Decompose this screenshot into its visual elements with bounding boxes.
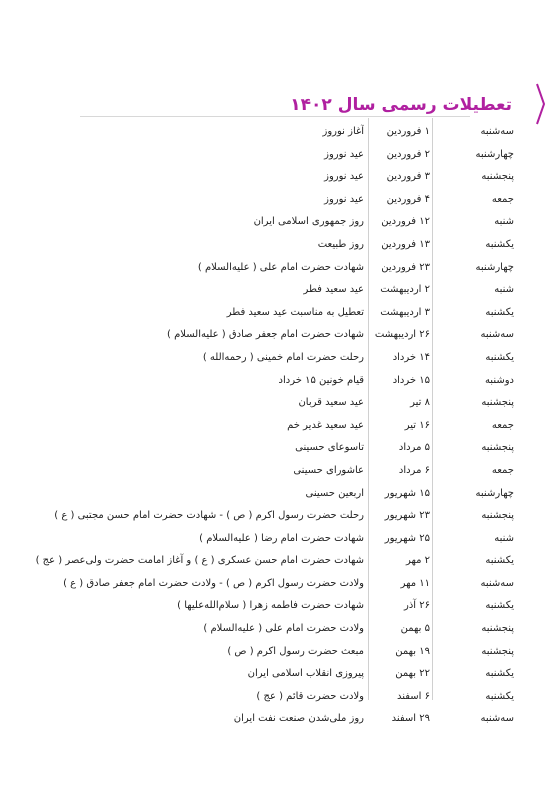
holiday-row [0, 392, 550, 415]
holiday-day: شنبه [494, 284, 514, 296]
holiday-date: ۲۳ شهریور [384, 510, 430, 522]
holiday-date: ۸ تیر [410, 397, 430, 409]
holiday-day: چهارشنبه [475, 148, 514, 160]
holiday-event: آغاز نوروز [322, 126, 364, 137]
holiday-event: تاسوعای حسینی [295, 442, 364, 454]
holiday-event: عید سعید غدیر خم [287, 419, 364, 431]
holiday-date: ۲۶ آذر [404, 600, 430, 612]
holiday-date: ۱۱ مهر [400, 577, 430, 589]
holiday-day: سه‌شنبه [480, 329, 514, 341]
holiday-day: پنجشنبه [481, 623, 514, 635]
holiday-date: ۱۲ فروردین [381, 216, 430, 228]
holiday-event: ولادت حضرت قائم ( عج ) [256, 690, 364, 702]
holiday-event: شهادت حضرت امام جعفر صادق ( علیه‌السلام ) [166, 329, 364, 341]
holiday-event: روز طبیعت [317, 238, 364, 250]
holiday-date: ۲۹ اسفند [391, 713, 430, 725]
holiday-date: ۲ فروردین [386, 148, 430, 160]
holiday-row [0, 211, 550, 234]
holiday-row [0, 618, 550, 641]
holiday-day: سه‌شنبه [480, 126, 514, 137]
holiday-row [0, 144, 550, 167]
holiday-event: پیروزی انقلاب اسلامی ایران [247, 668, 364, 680]
holiday-date: ۲ اردیبهشت [380, 284, 430, 296]
holiday-event: رحلت حضرت رسول اکرم ( ص ) - شهادت حضرت امام حسن مجتبی ( ع ) [54, 510, 364, 522]
holiday-row [0, 663, 550, 686]
holiday-event: عاشورای حسینی [293, 464, 364, 476]
holiday-day: پنجشنبه [481, 510, 514, 522]
holiday-row [0, 324, 550, 347]
holiday-day: یکشنبه [485, 306, 514, 318]
holiday-event: ولادت حضرت امام علی ( علیه‌السلام ) [203, 623, 364, 635]
holiday-row [0, 460, 550, 483]
holiday-event: ولادت حضرت رسول اکرم ( ص ) - ولادت حضرت امام جعفر صادق ( ع ) [63, 577, 364, 589]
holiday-event: رحلت حضرت امام خمینی ( رحمه‌الله ) [202, 351, 364, 363]
holiday-row [0, 595, 550, 618]
holiday-event: شهادت حضرت امام رضا ( علیه‌السلام ) [199, 532, 364, 544]
holiday-event: شهادت حضرت امام حسن عسکری ( ع ) و آغاز امامت حضرت ولی‌عصر ( عج ) [35, 555, 364, 567]
holiday-date: ۲ مهر [405, 555, 430, 567]
holiday-event: شهادت حضرت فاطمه زهرا ( سلام‌الله‌علیها ) [177, 600, 364, 612]
holiday-row [0, 505, 550, 528]
holiday-row [0, 573, 550, 596]
holiday-date: ۲۵ شهریور [384, 532, 430, 544]
holiday-date: ۴ فروردین [386, 193, 430, 205]
holiday-date: ۶ مرداد [398, 464, 430, 476]
holiday-row [0, 257, 550, 280]
holiday-event: اربعین حسینی [305, 487, 364, 499]
holiday-row [0, 189, 550, 212]
holiday-event: عید نوروز [324, 171, 364, 183]
title-divider [80, 116, 470, 117]
holiday-date: ۲۶ اردیبهشت [374, 329, 430, 341]
holiday-day: شنبه [494, 532, 514, 544]
holiday-day: پنجشنبه [481, 442, 514, 454]
holiday-list [0, 121, 550, 731]
holiday-row [0, 437, 550, 460]
holiday-event: عید سعید قربان [298, 397, 364, 409]
holiday-event: قیام خونین ۱۵ خرداد [278, 374, 364, 386]
holiday-day: یکشنبه [485, 668, 514, 680]
title-chevron-marker [534, 82, 548, 126]
holiday-day: یکشنبه [485, 238, 514, 250]
holiday-day: شنبه [494, 216, 514, 228]
holiday-event: عید نوروز [324, 148, 364, 160]
holiday-row [0, 347, 550, 370]
holiday-event: روز ملی‌شدن صنعت نفت ایران [233, 713, 364, 725]
holiday-row [0, 279, 550, 302]
holiday-row [0, 641, 550, 664]
holiday-row [0, 302, 550, 325]
holiday-day: یکشنبه [485, 600, 514, 612]
holiday-date: ۱۳ فروردین [381, 238, 430, 250]
holiday-event: عید نوروز [324, 193, 364, 205]
holiday-day: پنجشنبه [481, 397, 514, 409]
page-title: تعطیلات رسمی سال ۱۴۰۲ [290, 95, 512, 115]
holiday-row [0, 234, 550, 257]
holiday-row [0, 121, 550, 144]
holiday-day: چهارشنبه [475, 261, 514, 273]
holiday-date: ۲۳ فروردین [381, 261, 430, 273]
holiday-day: سه‌شنبه [480, 713, 514, 725]
holiday-row [0, 370, 550, 393]
holiday-row [0, 166, 550, 189]
holiday-row [0, 483, 550, 506]
holiday-date: ۲۲ بهمن [395, 668, 430, 680]
holiday-day: جمعه [491, 419, 514, 431]
holiday-day: جمعه [491, 464, 514, 476]
holiday-row [0, 708, 550, 731]
holiday-event: مبعث حضرت رسول اکرم ( ص ) [227, 645, 364, 657]
holiday-date: ۳ فروردین [386, 171, 430, 183]
holiday-row [0, 415, 550, 438]
holiday-event: شهادت حضرت امام علی ( علیه‌السلام ) [197, 261, 364, 273]
holiday-day: جمعه [491, 193, 514, 205]
holiday-date: ۶ اسفند [396, 690, 430, 702]
holiday-date: ۱۹ بهمن [395, 645, 430, 657]
holiday-date: ۱۵ خرداد [392, 374, 430, 386]
holiday-date: ۵ بهمن [400, 623, 430, 635]
holiday-day: پنجشنبه [481, 645, 514, 657]
holiday-event: عید سعید فطر [303, 284, 364, 296]
holiday-row [0, 686, 550, 709]
holiday-day: یکشنبه [485, 555, 514, 567]
holiday-date: ۱۴ خرداد [392, 351, 430, 363]
holiday-date: ۱۵ شهریور [384, 487, 430, 499]
holiday-date: ۱ فروردین [386, 126, 430, 137]
holiday-day: پنجشنبه [481, 171, 514, 183]
holiday-row [0, 528, 550, 551]
holiday-date: ۵ مرداد [398, 442, 430, 454]
holiday-event: روز جمهوری اسلامی ایران [253, 216, 364, 228]
holiday-event: تعطیل به مناسبت عید سعید فطر [226, 306, 364, 318]
holiday-day: سه‌شنبه [480, 577, 514, 589]
holiday-day: یکشنبه [485, 690, 514, 702]
holiday-day: دوشنبه [484, 374, 514, 386]
holiday-day: یکشنبه [485, 351, 514, 363]
holiday-day: چهارشنبه [475, 487, 514, 499]
holiday-date: ۳ اردیبهشت [380, 306, 430, 318]
holiday-date: ۱۶ تیر [404, 419, 430, 431]
holiday-row [0, 550, 550, 573]
